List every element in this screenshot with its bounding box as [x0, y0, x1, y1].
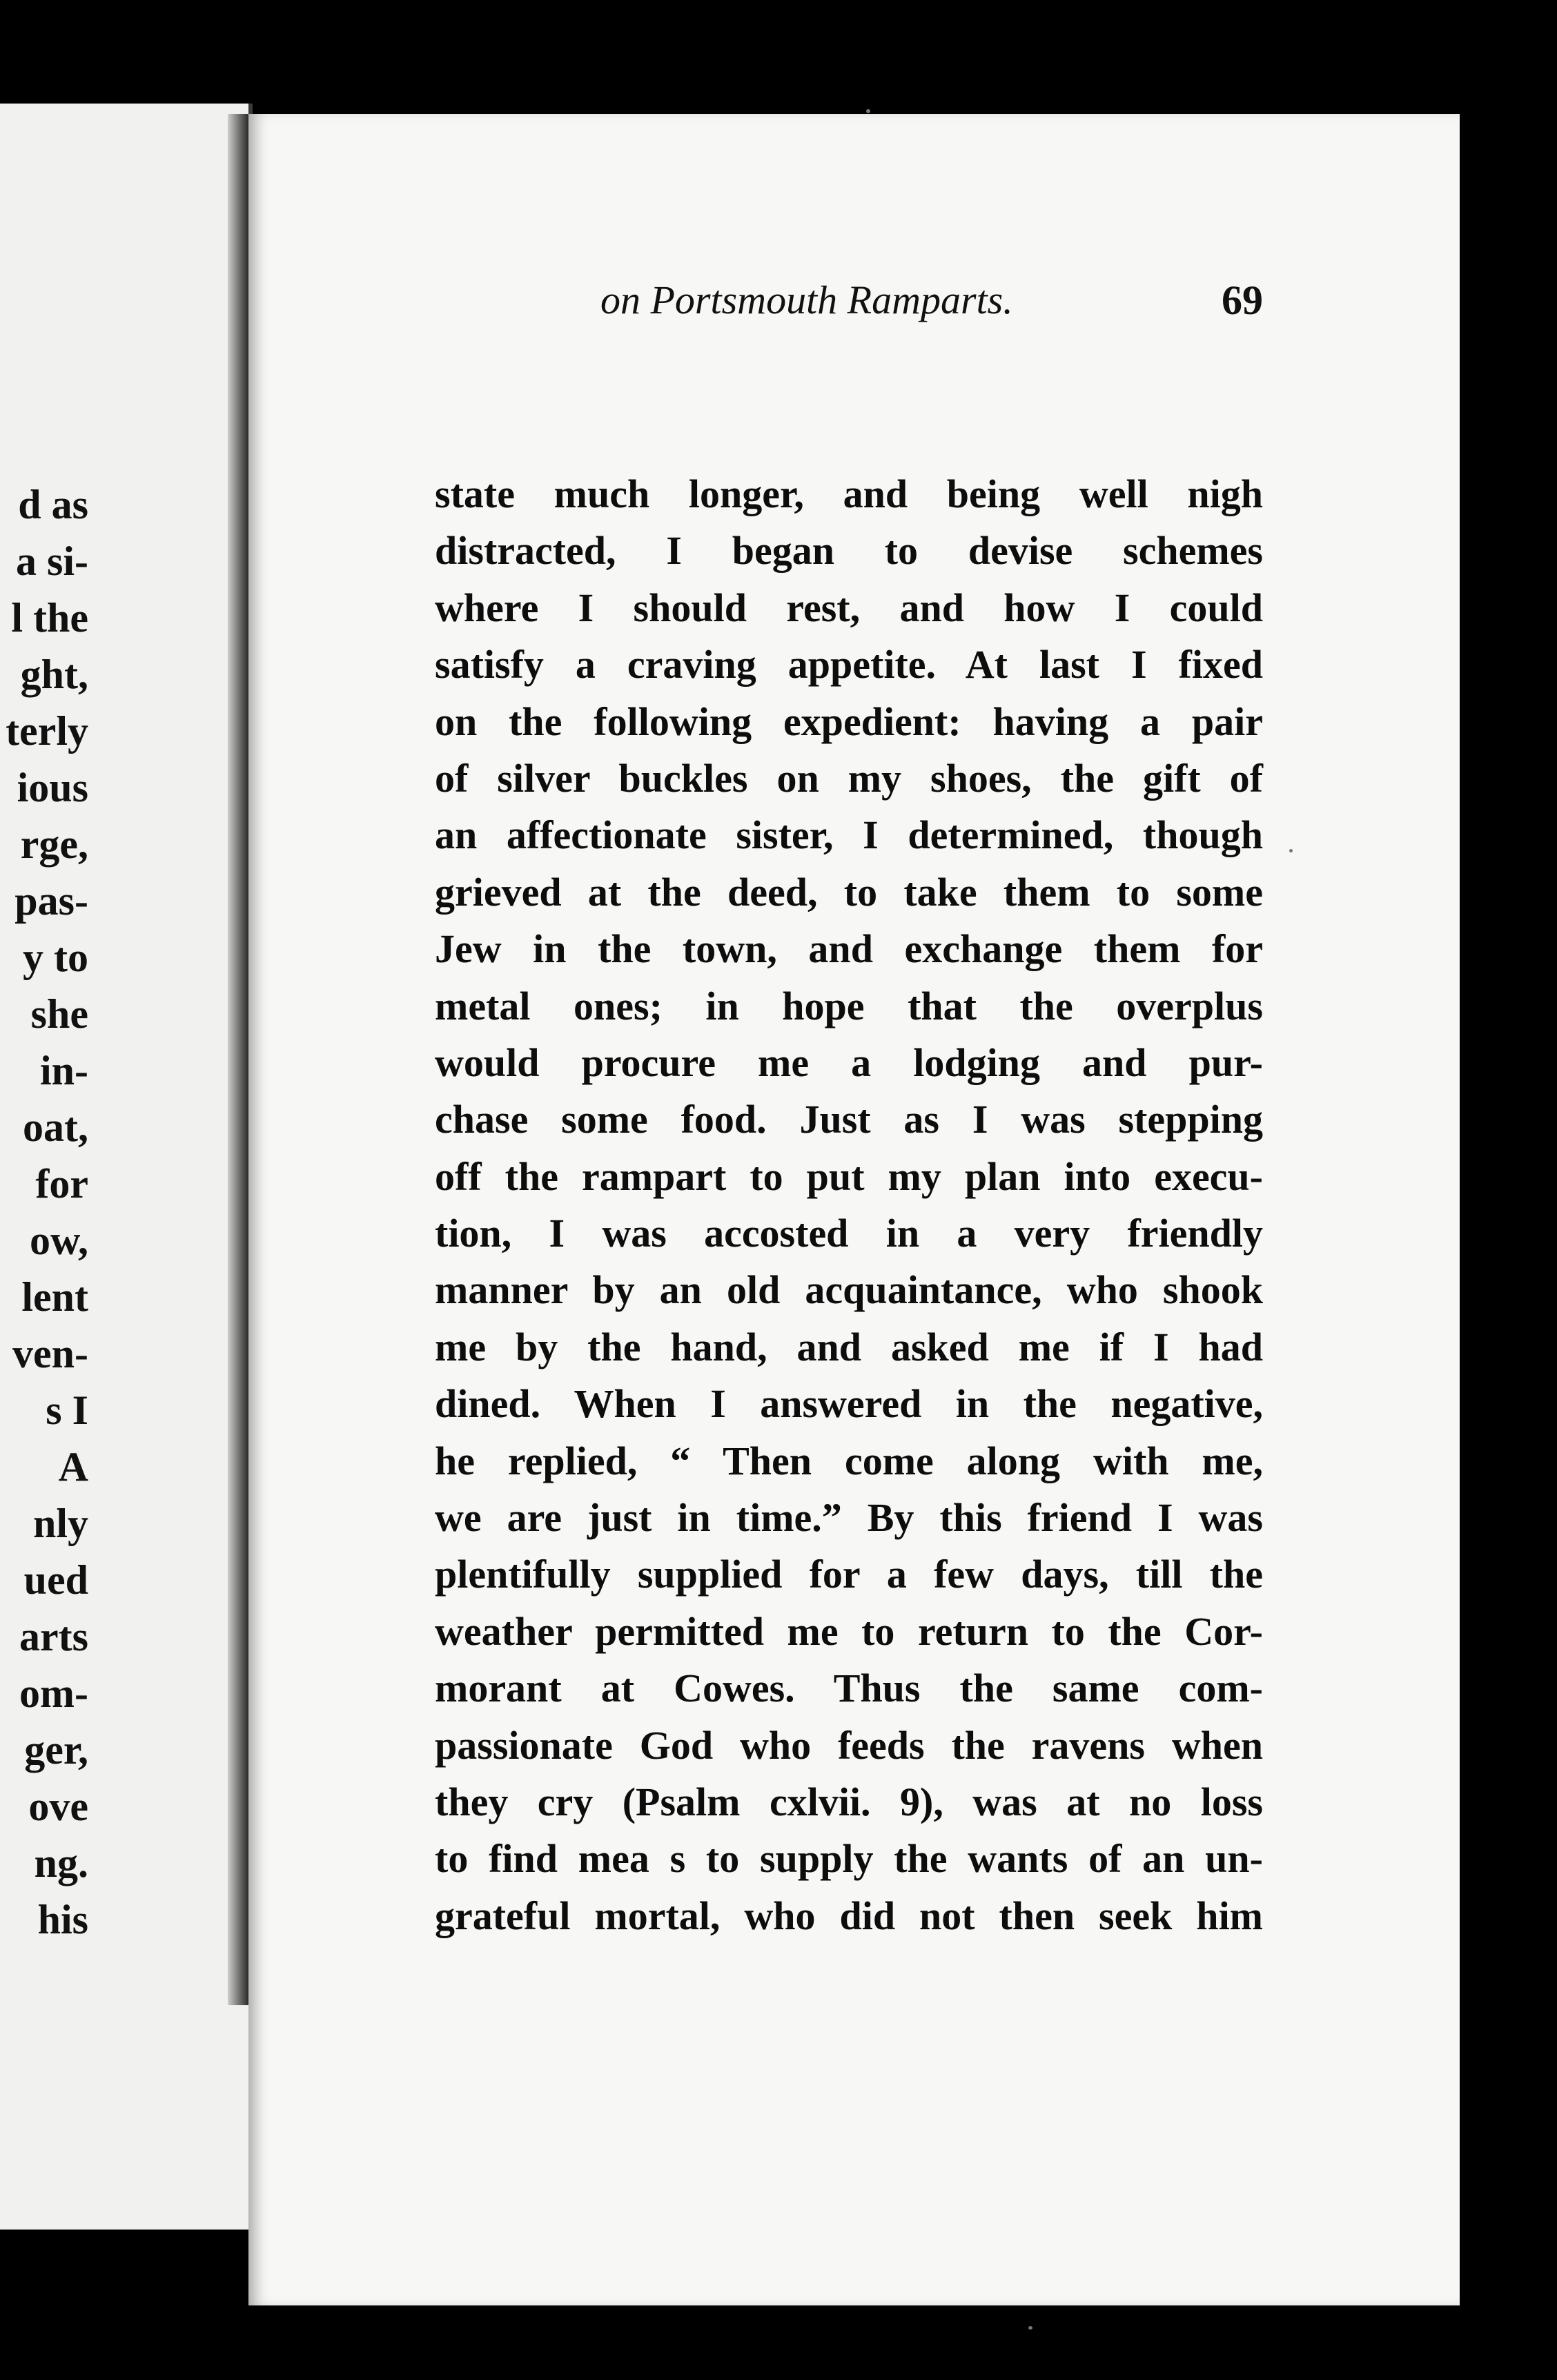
text-line: Jew in the town, and exchange them for	[435, 926, 1263, 972]
left-page-fragment: she	[30, 991, 88, 1037]
left-page-fragment: arts	[19, 1614, 88, 1659]
text-line: grateful mortal, who did not then seek him	[435, 1893, 1263, 1938]
left-page-fragment: om-	[19, 1670, 88, 1716]
text-line: they cry (Psalm cxlvii. 9), was at no loss	[435, 1779, 1263, 1824]
text-line: where I should rest, and how I could	[435, 585, 1263, 630]
text-line: would procure me a lodging and pur-	[435, 1040, 1263, 1085]
scan-speck	[866, 109, 870, 113]
left-page-fragment: ger,	[24, 1727, 88, 1773]
left-page-fragment: for	[35, 1161, 88, 1207]
text-line: satisfy a craving appetite. At last I fixed	[435, 642, 1263, 687]
text-line: we are just in time.” By this friend I was	[435, 1495, 1263, 1541]
left-page-fragment: ove	[28, 1784, 88, 1829]
left-page-fragment: ven-	[12, 1331, 88, 1376]
text-line: chase some food. Just as I was stepping	[435, 1097, 1263, 1142]
text-line: plentifully supplied for a few days, till the	[435, 1552, 1263, 1597]
text-line: on the following expedient: having a pair	[435, 699, 1263, 744]
left-page-fragment: ious	[17, 765, 88, 810]
text-line: grieved at the deed, to take them to some	[435, 869, 1263, 915]
left-page-fragment: oat,	[23, 1104, 88, 1150]
scan-speck	[1028, 2326, 1032, 2330]
left-page-fragment: l the	[11, 595, 88, 641]
body-text	[435, 466, 1263, 1944]
left-page-fragment: his	[37, 1897, 88, 1942]
left-page-fragment: ng.	[34, 1840, 88, 1886]
running-title: on Portsmouth Ramparts.	[600, 277, 1013, 322]
text-line: metal ones; in hope that the overplus	[435, 983, 1263, 1028]
left-page-fragment: nly	[32, 1501, 88, 1546]
left-page-fragment: s I	[46, 1387, 88, 1433]
text-line: manner by an old acquaintance, who shook	[435, 1267, 1263, 1313]
text-line: state much longer, and being well nigh	[435, 471, 1263, 516]
left-page-fragment: in-	[39, 1048, 88, 1093]
text-line: me by the hand, and asked me if I had	[435, 1324, 1263, 1369]
left-page-fragment: pas-	[14, 878, 88, 924]
text-line: to find mea s to supply the wants of an un-	[435, 1836, 1263, 1882]
text-line: an affectionate sister, I determined, though	[435, 812, 1263, 858]
scan-speck	[1289, 849, 1293, 852]
page-number: 69	[1222, 277, 1263, 323]
left-page-fragment: A	[58, 1444, 88, 1490]
running-head	[352, 269, 1263, 331]
left-page-fragment: y to	[23, 935, 88, 980]
left-page-fragment: terly	[6, 708, 88, 754]
text-line: off the rampart to put my plan into execu-	[435, 1153, 1263, 1199]
left-page-fragment: a si-	[16, 538, 88, 584]
left-page-fragment: d as	[18, 482, 88, 527]
left-page-fragment: lent	[21, 1274, 88, 1320]
text-line: tion, I was accosted in a very friendly	[435, 1211, 1263, 1256]
left-page-text-fragments	[0, 476, 88, 1948]
text-line: distracted, I began to devise schemes	[435, 528, 1263, 574]
book-gutter-shadow	[228, 114, 248, 2005]
left-page-fragment: ght,	[20, 652, 88, 697]
left-page-fragment: ow,	[29, 1218, 88, 1263]
left-page-fragment: ued	[23, 1557, 88, 1603]
text-line: of silver buckles on my shoes, the gift of	[435, 755, 1263, 801]
text-line: he replied, “ Then come along with me,	[435, 1438, 1263, 1483]
text-line: passionate God who feeds the ravens when	[435, 1722, 1263, 1768]
left-page-fragment: rge,	[20, 821, 88, 867]
text-line: dined. When I answered in the negative,	[435, 1381, 1263, 1427]
text-line: weather permitted me to return to the Cor-	[435, 1608, 1263, 1654]
text-line: morant at Cowes. Thus the same com-	[435, 1666, 1263, 1711]
